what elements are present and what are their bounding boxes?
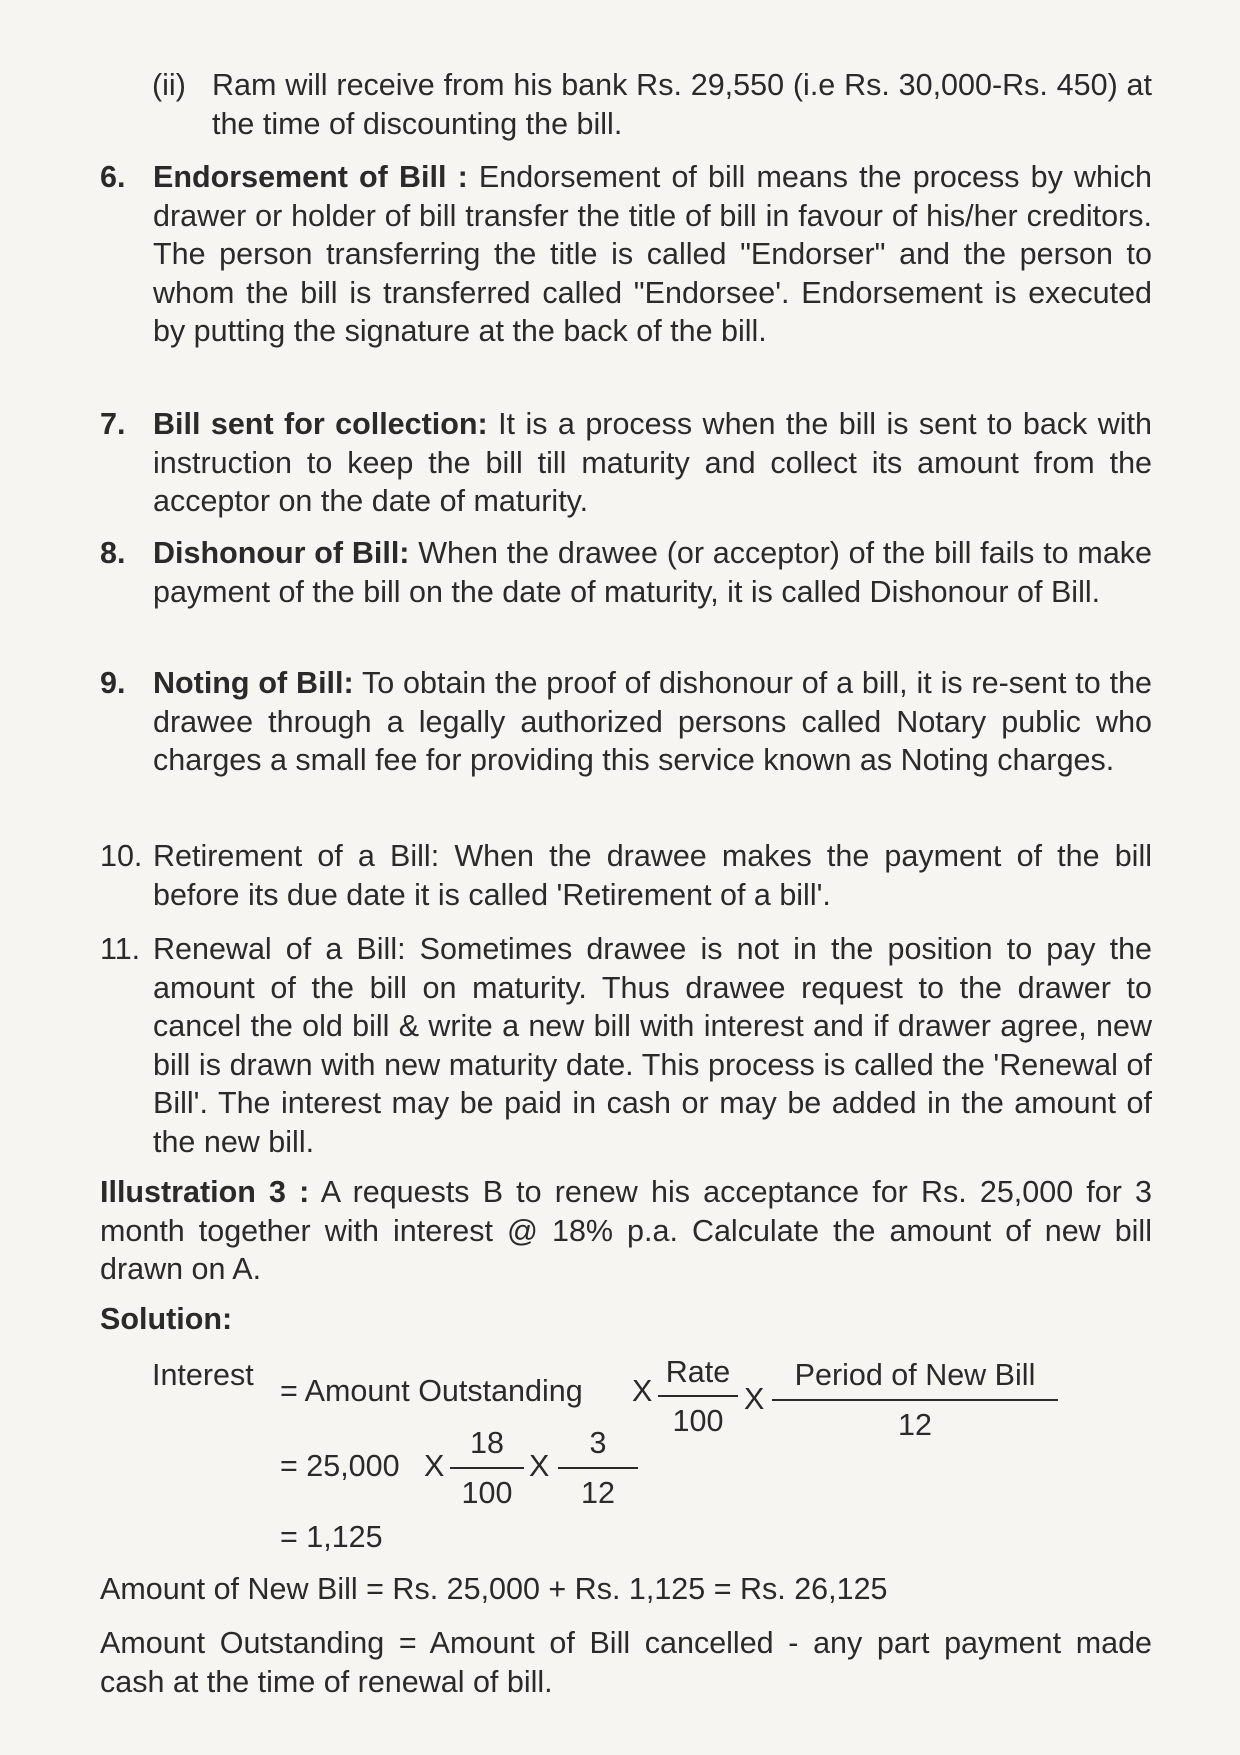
fraction-bar <box>772 1399 1058 1401</box>
sub-item-text: Ram will receive from his bank Rs. 29,550 (i.e Rs. 30,000-Rs. 450) at the time of discounting the bill. <box>212 68 1152 141</box>
solution-heading: Solution: <box>100 1302 233 1336</box>
fraction-denominator: 12 <box>581 1476 615 1510</box>
fraction-denominator: 12 <box>898 1408 932 1442</box>
illustration-heading: Illustration 3 : <box>100 1175 310 1209</box>
times-sign: X <box>632 1374 653 1408</box>
list-item-number: 11. <box>100 932 141 966</box>
list-item-text: To obtain the proof of dishonour of a bill, it is re-sent to the drawee through a legally authorized persons called Notary public who charges a small fee for providing this service known as Noting charges. <box>153 666 1152 777</box>
fraction-numerator: 18 <box>470 1426 504 1460</box>
fraction-numerator: Rate <box>665 1355 731 1389</box>
list-item-number: 7. <box>100 407 126 441</box>
list-item-heading: Endorsement of Bill : <box>153 160 468 194</box>
fraction-bar <box>558 1467 638 1469</box>
list-item-text: It is a process when the bill is sent to back with instruction to keep the bill till maturity and collect its amount from the acceptor on the date of maturity. <box>153 407 1152 518</box>
fraction-denominator: 100 <box>461 1476 513 1510</box>
fraction-denominator: 100 <box>672 1404 724 1438</box>
fraction-bar <box>658 1395 738 1397</box>
list-item-text: Endorsement of bill means the process by which drawer or holder of bill transfer the title of bill in favour of his/her creditors. The person transferring the title is called "Endorser" and the person to whom the bill is transferred called "Endorsee'. Endorsement is executed by putting the signature at the back of the bill. <box>153 160 1153 348</box>
fraction-numerator: 3 <box>589 1426 607 1460</box>
illustration-text: A requests B to renew his acceptance for Rs. 25,000 for 3 month together with interest @ 18% p.a. Calculate the amount of new bill drawn on A. <box>100 1175 1153 1286</box>
fraction-bar <box>450 1467 524 1469</box>
fraction-numerator: Period of New Bill <box>794 1358 1036 1392</box>
list-item-number: 6. <box>100 160 126 194</box>
list-item-text: Renewal of a Bill: Sometimes drawee is not in the position to pay the amount of the bill on maturity. Thus drawee request to the drawer to cancel the old bill & write a new bill with interest and if drawer agree, new bill is drawn with new maturity date. This process is called the 'Renewal of Bill'. The interest may be paid in cash or may be added in the amount of the new bill. <box>153 932 1152 1159</box>
list-item-number: 8. <box>100 536 126 570</box>
list-item-number: 9. <box>100 666 126 700</box>
list-item-text: Retirement of a Bill: When the drawee makes the payment of the bill before its due date it is called 'Retirement of a bill'. <box>153 839 1152 912</box>
formula-line2-prefix: = 25,000 <box>280 1449 400 1483</box>
list-item-number: 10. <box>100 839 143 873</box>
new-bill-amount: Amount of New Bill = Rs. 25,000 + Rs. 1,125 = Rs. 26,125 <box>100 1572 888 1606</box>
interest-label: Interest <box>152 1358 254 1392</box>
amount-outstanding-definition: Amount Outstanding = Amount of Bill cancelled - any part payment made cash at the time of renewal of bill. <box>100 1626 1152 1699</box>
list-item-heading: Dishonour of Bill: <box>153 536 410 570</box>
formula-result: = 1,125 <box>280 1520 383 1554</box>
sub-item-number: (ii) <box>152 68 186 102</box>
list-item-heading: Bill sent for collection: <box>153 407 488 441</box>
times-sign: X <box>744 1382 765 1416</box>
times-sign: X <box>529 1449 550 1483</box>
list-item-text: When the drawee (or acceptor) of the bill fails to make payment of the bill on the date of maturity, it is called Dishonour of Bill. <box>153 536 1152 609</box>
times-sign: X <box>424 1449 445 1483</box>
list-item-heading: Noting of Bill: <box>153 666 354 700</box>
formula-line1-prefix: = Amount Outstanding <box>280 1374 583 1408</box>
